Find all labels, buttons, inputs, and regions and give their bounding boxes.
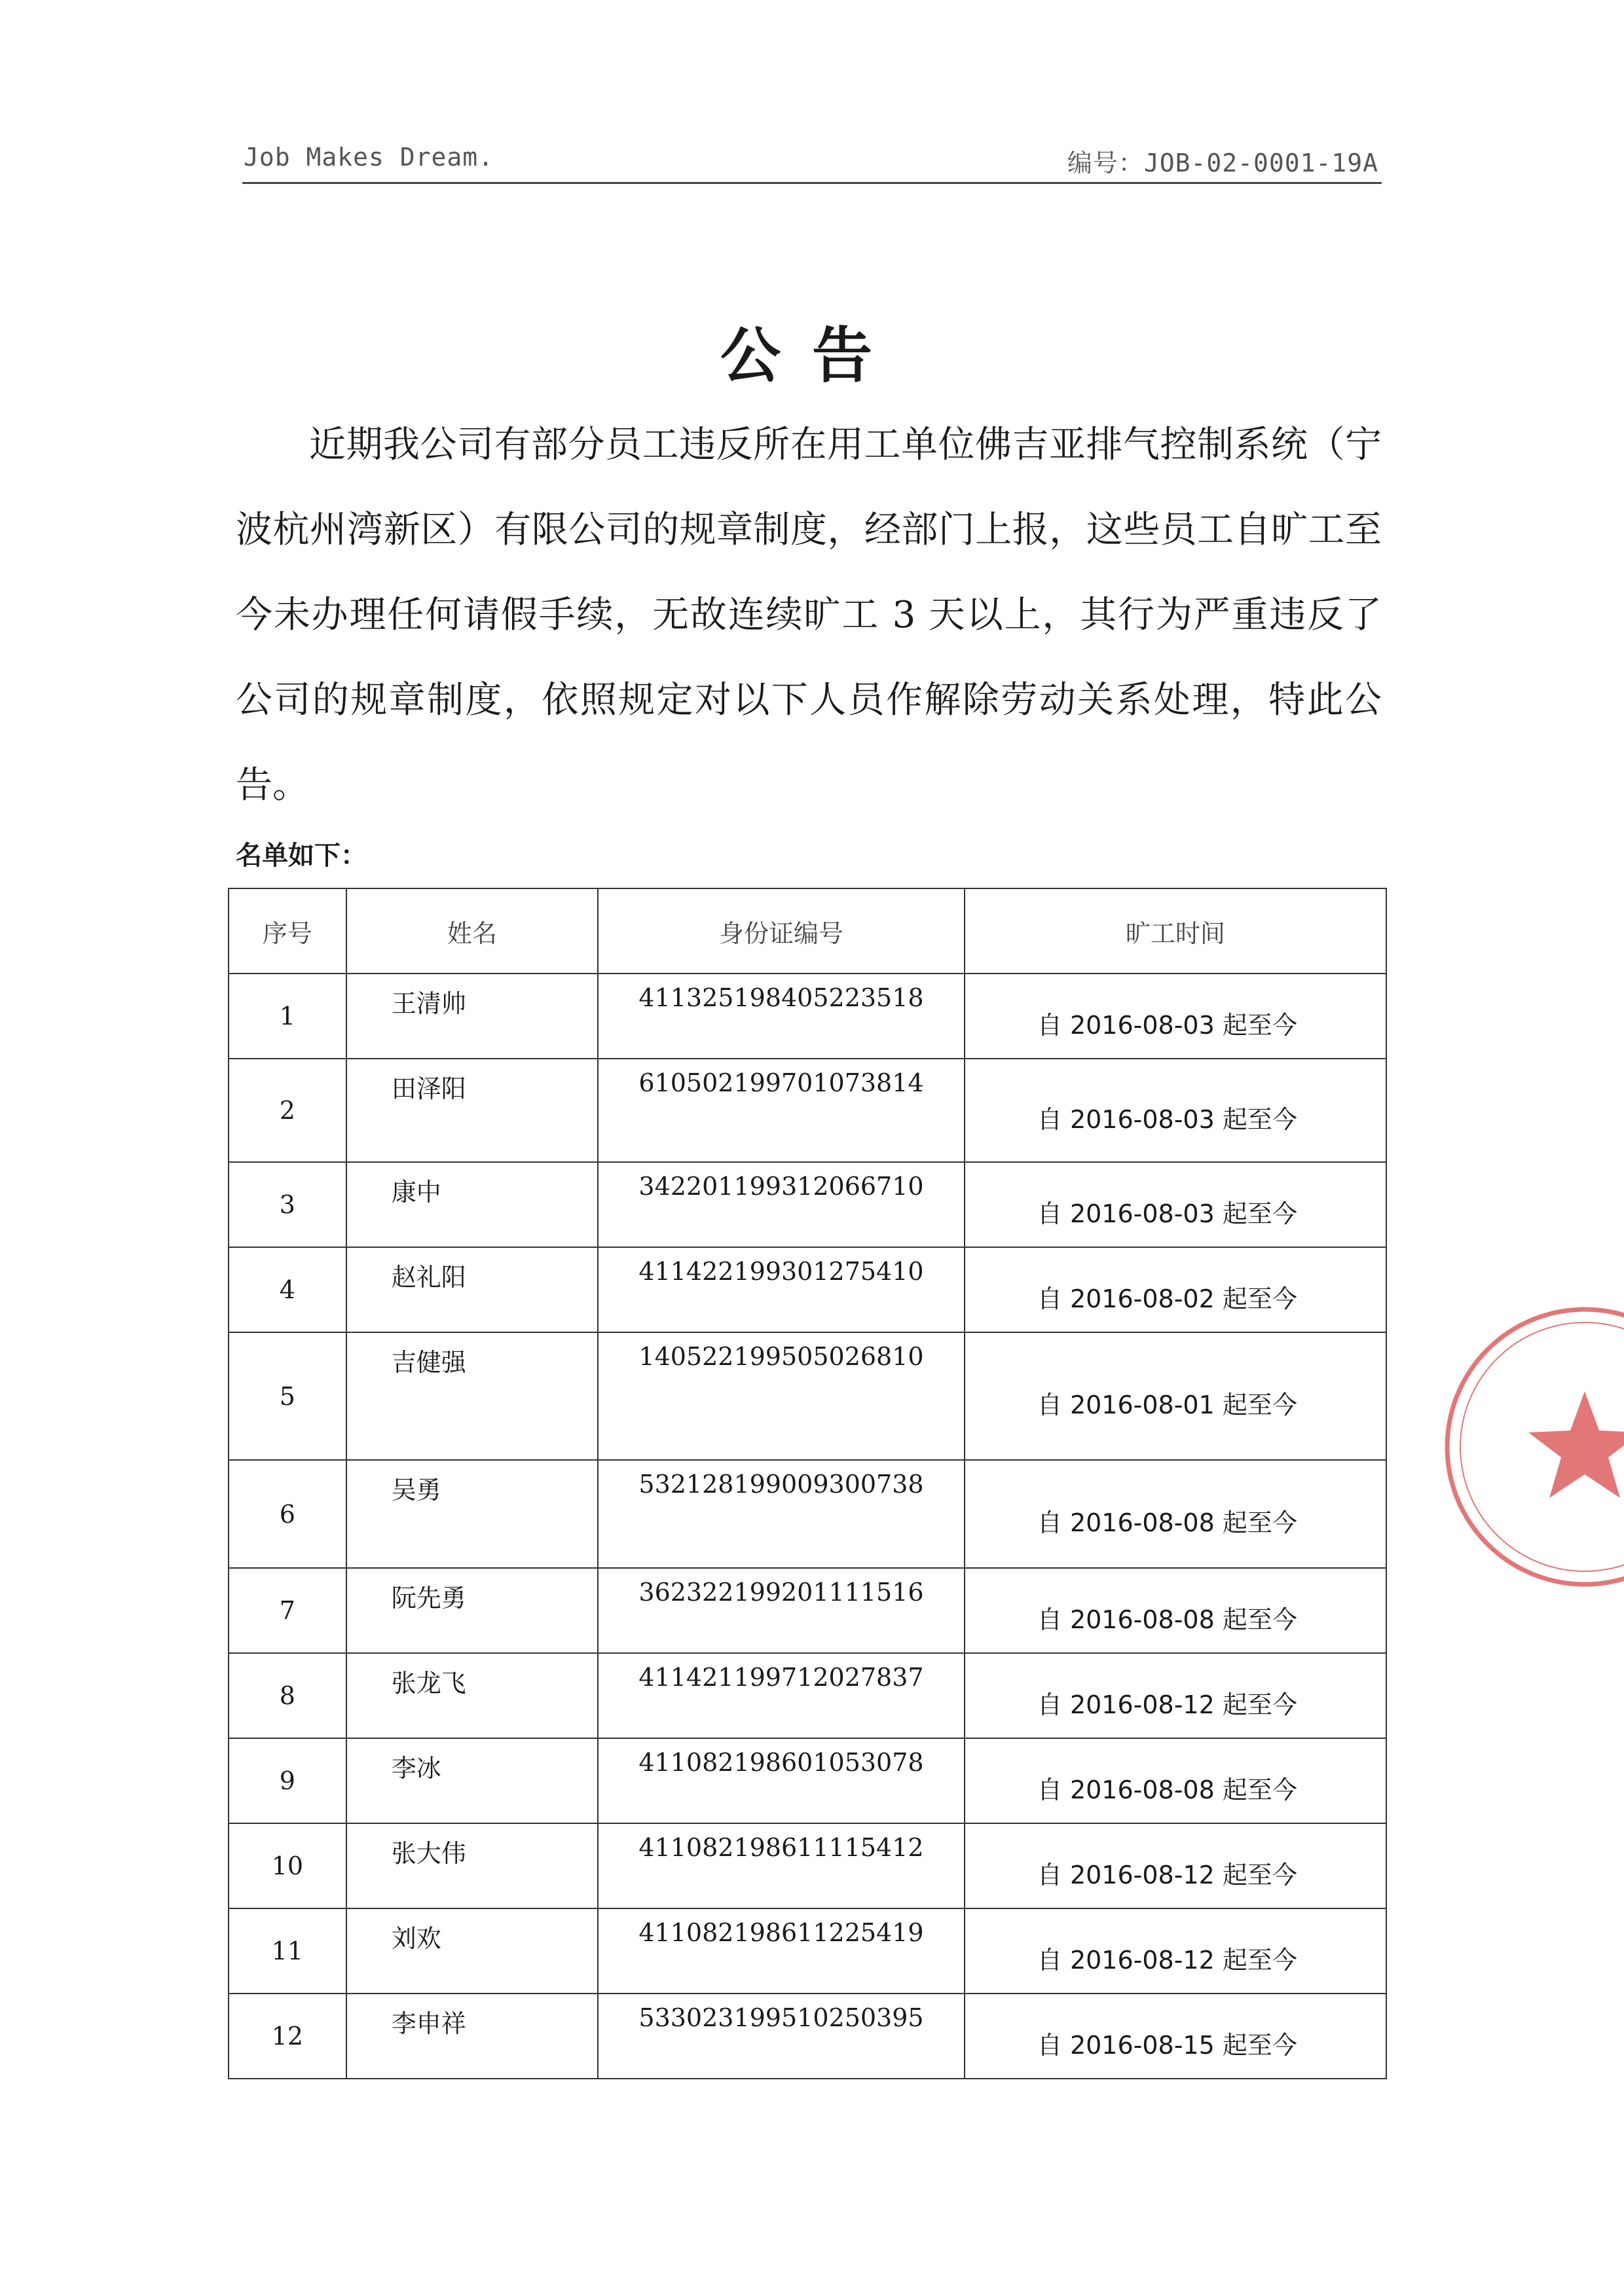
row-id-number: 411082198601053078 — [598, 1738, 965, 1823]
announcement-body: 近期我公司有部分员工违反所在用工单位佛吉亚排气控制系统（宁波杭州湾新区）有限公司的规章制度，经部门上报，这些员工自旷工至今未办理任何请假手续，无故连续旷工 3 天以上，其行为严重违反了公司的规章制度，依照规定对以下人员作解除劳动关系处理，特此公告。 — [236, 424, 1382, 807]
table-header-row — [229, 888, 1386, 974]
row-seq: 9 — [229, 1738, 346, 1823]
row-name: 张大伟 — [346, 1823, 598, 1908]
row-seq: 6 — [229, 1460, 346, 1568]
row-absence-period: 自 2016-08-02 起至今 — [965, 1247, 1386, 1332]
row-seq: 5 — [229, 1332, 346, 1460]
table-row — [229, 1738, 1386, 1823]
row-absence-period: 自 2016-08-08 起至今 — [965, 1738, 1386, 1823]
table-row — [229, 1823, 1386, 1908]
page-title: 公告 — [720, 321, 904, 391]
header-name: 姓名 — [346, 888, 598, 974]
row-id-number: 411082198611115412 — [598, 1823, 965, 1908]
header-slogan: Job Makes Dream. — [244, 143, 494, 172]
row-seq: 8 — [229, 1653, 346, 1738]
row-name: 吉健强 — [346, 1332, 598, 1460]
row-seq: 10 — [229, 1823, 346, 1908]
row-name: 赵礼阳 — [346, 1247, 598, 1332]
row-name: 刘欢 — [346, 1908, 598, 1994]
company-seal — [1428, 1283, 1624, 1611]
row-absence-period: 自 2016-08-03 起至今 — [965, 1162, 1386, 1247]
row-name: 张龙飞 — [346, 1653, 598, 1738]
table-row — [229, 1653, 1386, 1738]
row-name: 阮先勇 — [346, 1568, 598, 1653]
table-body — [229, 974, 1386, 2079]
table-row — [229, 1908, 1386, 1994]
row-name: 吴勇 — [346, 1460, 598, 1568]
row-id-number: 362322199201111516 — [598, 1568, 965, 1653]
list-label: 名单如下： — [236, 841, 367, 871]
header-id: 身份证编号 — [598, 888, 965, 974]
row-id-number: 140522199505026810 — [598, 1332, 965, 1460]
table-row — [229, 1332, 1386, 1460]
row-name: 李冰 — [346, 1738, 598, 1823]
row-absence-period: 自 2016-08-03 起至今 — [965, 974, 1386, 1059]
row-id-number: 411422199301275410 — [598, 1247, 965, 1332]
header-period: 旷工时间 — [965, 888, 1386, 974]
seal-shape — [1447, 1309, 1624, 1584]
table-row — [229, 1460, 1386, 1568]
row-absence-period: 自 2016-08-15 起至今 — [965, 1994, 1386, 2079]
row-seq: 12 — [229, 1994, 346, 2079]
table-row — [229, 1994, 1386, 2079]
table-row — [229, 1247, 1386, 1332]
row-absence-period: 自 2016-08-03 起至今 — [965, 1059, 1386, 1162]
row-id-number: 342201199312066710 — [598, 1162, 965, 1247]
row-absence-period: 自 2016-08-08 起至今 — [965, 1460, 1386, 1568]
row-seq: 7 — [229, 1568, 346, 1653]
row-id-number: 533023199510250395 — [598, 1994, 965, 2079]
row-seq: 1 — [229, 974, 346, 1059]
header-seq: 序号 — [229, 888, 346, 974]
row-id-number: 532128199009300738 — [598, 1460, 965, 1568]
row-id-number: 411421199712027837 — [598, 1653, 965, 1738]
row-seq: 4 — [229, 1247, 346, 1332]
table-row — [229, 1568, 1386, 1653]
row-name: 李申祥 — [346, 1994, 598, 2079]
table-row — [229, 1059, 1386, 1162]
row-absence-period: 自 2016-08-01 起至今 — [965, 1332, 1386, 1460]
row-id-number: 610502199701073814 — [598, 1059, 965, 1162]
row-seq: 2 — [229, 1059, 346, 1162]
row-absence-period: 自 2016-08-12 起至今 — [965, 1908, 1386, 1994]
row-id-number: 411325198405223518 — [598, 974, 965, 1059]
roster-table — [228, 888, 1387, 2079]
row-name: 王清帅 — [346, 974, 598, 1059]
row-seq: 11 — [229, 1908, 346, 1994]
table-row — [229, 1162, 1386, 1247]
row-absence-period: 自 2016-08-08 起至今 — [965, 1568, 1386, 1653]
row-name: 康中 — [346, 1162, 598, 1247]
document-number: 编号：JOB-02-0001-19A — [1067, 149, 1378, 177]
row-seq: 3 — [229, 1162, 346, 1247]
row-absence-period: 自 2016-08-12 起至今 — [965, 1653, 1386, 1738]
row-absence-period: 自 2016-08-12 起至今 — [965, 1823, 1386, 1908]
row-name: 田泽阳 — [346, 1059, 598, 1162]
row-id-number: 411082198611225419 — [598, 1908, 965, 1994]
table-row — [229, 974, 1386, 1059]
header-divider — [242, 182, 1382, 184]
